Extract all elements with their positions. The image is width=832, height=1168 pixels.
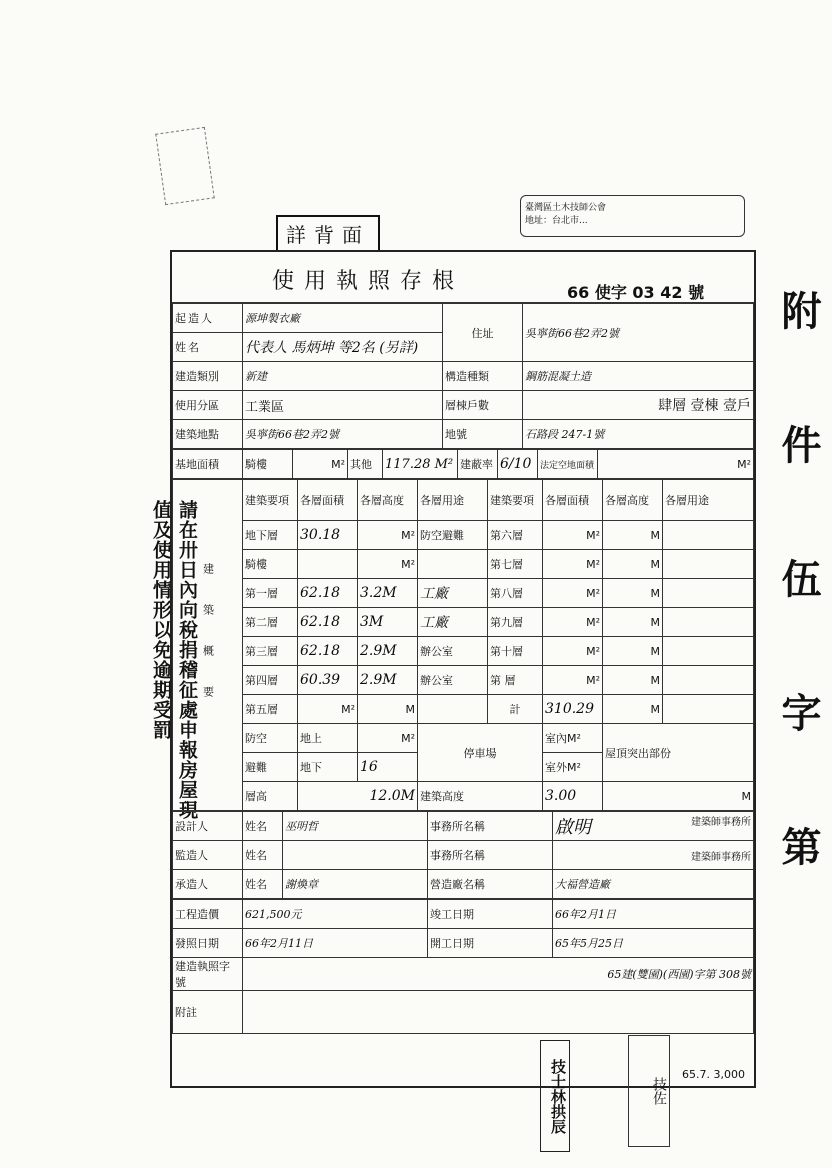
contractor-name: 謝煥章	[283, 870, 428, 899]
height-row	[173, 782, 754, 811]
floors-label: 層棟戶數	[443, 391, 523, 420]
title-row	[172, 252, 754, 303]
floor-row	[173, 521, 754, 550]
right-floor-name: 第九層	[488, 608, 543, 637]
floor-area: 62.18	[298, 637, 358, 666]
area-label: 基地面積	[173, 450, 243, 479]
start-value: 65年5月25日	[553, 929, 754, 958]
designer-name: 巫明哲	[283, 812, 428, 841]
address-label: 住址	[443, 304, 523, 362]
floor-row	[173, 666, 754, 695]
supervisor-name	[283, 841, 428, 870]
evac-below: 地下	[298, 753, 358, 782]
floor-use	[418, 550, 488, 579]
reporting-note: 請在卅日內向稅捐稽征處申報房屋現值及使用情形以免逾期受罰	[150, 500, 198, 820]
floor-area: 62.18	[298, 608, 358, 637]
evac-value: 16	[358, 753, 418, 782]
basic-info-table	[172, 303, 754, 449]
designer-suffix: 建築師事務所	[691, 817, 751, 828]
floor-height: 3.2M	[358, 579, 418, 608]
form-title: 使用執照存根	[272, 269, 465, 294]
roof-value: 3.00	[543, 782, 603, 811]
form-code: 65.7. 3,000	[682, 1068, 745, 1081]
right-floor-use	[663, 550, 754, 579]
cost-value: 621,500元	[243, 900, 428, 929]
floors-header-row	[173, 480, 754, 521]
structure-label: 構造種類	[443, 362, 523, 391]
legal-label: 法定空地面積	[538, 450, 598, 479]
right-floor-use	[663, 637, 754, 666]
floor-row	[173, 637, 754, 666]
shelter-unit: M²	[358, 724, 418, 753]
designer-office-label: 事務所名稱	[428, 812, 553, 841]
builder-value: 源坤製衣廠	[243, 304, 443, 333]
floor-row	[173, 695, 754, 724]
shelter-row	[173, 724, 754, 753]
supervisor-office-label: 事務所名稱	[428, 841, 553, 870]
header-6: 各層高度	[603, 480, 663, 521]
right-floor-use	[663, 608, 754, 637]
designer-office-cell	[553, 812, 754, 841]
margin-stamp-mark	[155, 127, 215, 205]
right-floor-use	[663, 666, 754, 695]
completion-label: 竣工日期	[428, 900, 553, 929]
builder-rep: 代表人 馬炳坤 等2名 (另詳)	[243, 333, 443, 362]
shelter-above: 地上	[298, 724, 358, 753]
stamp-line-2: 地址：台北市...	[525, 216, 588, 226]
other-label: 其他	[348, 450, 383, 479]
contractor-company: 大福營造廠	[553, 870, 754, 899]
other-value: 117.28 M²	[383, 450, 458, 479]
build-type-label: 建造類別	[173, 362, 243, 391]
right-floor-unit: M²	[543, 637, 603, 666]
lot-value: 石路段 247-1號	[523, 420, 754, 449]
legal-unit: M²	[598, 450, 754, 479]
structure-value: 鋼筋混凝土造	[523, 362, 754, 391]
issue-label: 發照日期	[173, 929, 243, 958]
note-label: 附註	[173, 991, 243, 1034]
build-type-value: 新建	[243, 362, 443, 391]
zone-label: 使用分區	[173, 391, 243, 420]
completion-value: 66年2月1日	[553, 900, 754, 929]
total-value: 310.29	[543, 695, 603, 724]
permit-value: 65建(雙園)(西園)字第 308號	[243, 958, 754, 991]
right-floor-unit: M²	[543, 579, 603, 608]
floor-height: 2.9M	[358, 666, 418, 695]
builder-name-label: 姓名	[173, 333, 243, 362]
right-floor-h: M	[603, 608, 663, 637]
right-floor-unit: M²	[543, 550, 603, 579]
floor-use: 辦公室	[418, 637, 488, 666]
cost-label: 工程造價	[173, 900, 243, 929]
technician-seal: 技士林拱辰	[540, 1040, 570, 1152]
floor-name: 第二層	[243, 608, 298, 637]
right-floor-h: M	[603, 521, 663, 550]
floor-height: 3M	[358, 608, 418, 637]
floor-row	[173, 608, 754, 637]
builder-label: 起造人	[173, 304, 243, 333]
header-3: 各層用途	[418, 480, 488, 521]
roof-label: 屋頂突出部份	[603, 724, 754, 782]
coverage-label: 建蔽率	[458, 450, 498, 479]
story-height-label: 層高	[243, 782, 298, 811]
right-floor-name: 第六層	[488, 521, 543, 550]
designer-label: 設計人	[173, 812, 243, 841]
floor-area: 60.39	[298, 666, 358, 695]
supervisor-suffix: 建築師事務所	[553, 841, 754, 870]
site-value: 吳寧街66巷2弄2號	[243, 420, 443, 449]
floor-name: 第四層	[243, 666, 298, 695]
outdoor-label: 室外M²	[543, 753, 603, 782]
floor-area	[298, 550, 358, 579]
floor-area: 62.18	[298, 579, 358, 608]
floor-name: 第三層	[243, 637, 298, 666]
supervisor-name-label: 姓名	[243, 841, 283, 870]
floor-unit: M²	[358, 550, 418, 579]
indoor-label: 室內M²	[543, 724, 603, 753]
contractor-name-label: 姓名	[243, 870, 283, 899]
floor-use: 辦公室	[418, 666, 488, 695]
supervisor-label: 監造人	[173, 841, 243, 870]
right-margin-text: 附 件 伍 字 第	[775, 290, 821, 906]
right-floor-name: 第 層	[488, 666, 543, 695]
start-label: 開工日期	[428, 929, 553, 958]
right-floor-unit: M²	[543, 608, 603, 637]
arcade-label: 騎樓	[243, 450, 293, 479]
total-use	[663, 695, 754, 724]
right-floor-name: 第十層	[488, 637, 543, 666]
address-value: 吳寧街66巷2弄2號	[523, 304, 754, 362]
floors-value: 肆層 壹棟 壹戶	[523, 391, 754, 420]
floor-area: M²	[298, 695, 358, 724]
header-4: 建築要項	[488, 480, 543, 521]
floor-name: 地下層	[243, 521, 298, 550]
permit-label: 建造執照字號	[173, 958, 243, 991]
floor-name: 第一層	[243, 579, 298, 608]
header-box: 詳背面	[276, 215, 380, 252]
right-floor-use	[663, 521, 754, 550]
floor-area: 30.18	[298, 521, 358, 550]
floor-row	[173, 579, 754, 608]
bldg-height-label: 建築高度	[418, 782, 543, 811]
issue-value: 66年2月11日	[243, 929, 428, 958]
total-h: M	[603, 695, 663, 724]
right-floor-h: M	[603, 579, 663, 608]
floors-table	[172, 479, 754, 811]
parking-label: 停車場	[418, 724, 543, 782]
designer-office: 啟明	[555, 817, 591, 838]
floor-unit: M²	[358, 521, 418, 550]
floor-name: 第五層	[243, 695, 298, 724]
floor-name: 騎樓	[243, 550, 298, 579]
arcade-unit: M²	[293, 450, 348, 479]
floor-use: 防空避難	[418, 521, 488, 550]
story-height-value: 12.0M	[298, 782, 418, 811]
header-1: 各層面積	[298, 480, 358, 521]
right-floor-use	[663, 579, 754, 608]
floor-height: 2.9M	[358, 637, 418, 666]
lot-label: 地號	[443, 420, 523, 449]
contractor-label: 承造人	[173, 870, 243, 899]
header-2: 各層高度	[358, 480, 418, 521]
floor-use: 工廠	[418, 579, 488, 608]
header-0: 建築要項	[243, 480, 298, 521]
shelter-label: 防空	[243, 724, 298, 753]
people-table	[172, 811, 754, 899]
header-7: 各層用途	[663, 480, 754, 521]
right-floor-name: 第八層	[488, 579, 543, 608]
evac-label: 避難	[243, 753, 298, 782]
note-value	[243, 991, 754, 1034]
bldg-height-unit: M	[603, 782, 754, 811]
right-floor-h: M	[603, 666, 663, 695]
total-label: 計	[488, 695, 543, 724]
permit-form	[170, 250, 756, 1088]
right-floor-h: M	[603, 550, 663, 579]
header-5: 各層面積	[543, 480, 603, 521]
zone-value: 工業區	[243, 391, 443, 420]
coverage-value: 6/10	[498, 450, 538, 479]
site-label: 建築地點	[173, 420, 243, 449]
floor-row	[173, 550, 754, 579]
contractor-company-label: 營造廠名稱	[428, 870, 553, 899]
floor-use: 工廠	[418, 608, 488, 637]
floor-height: M	[358, 695, 418, 724]
floor-use	[418, 695, 488, 724]
permit-number: 66 使字 03 42 號	[567, 283, 705, 302]
organization-stamp	[520, 195, 745, 237]
assistant-seal: 技佐	[628, 1035, 670, 1147]
stamp-line-1: 臺灣區土木技師公會	[525, 203, 607, 213]
right-floor-unit: M²	[543, 666, 603, 695]
footer-table	[172, 899, 754, 1034]
right-floor-h: M	[603, 637, 663, 666]
section-label: 建築概要	[173, 480, 243, 811]
right-floor-name: 第七層	[488, 550, 543, 579]
right-floor-unit: M²	[543, 521, 603, 550]
designer-name-label: 姓名	[243, 812, 283, 841]
area-row	[172, 449, 754, 479]
